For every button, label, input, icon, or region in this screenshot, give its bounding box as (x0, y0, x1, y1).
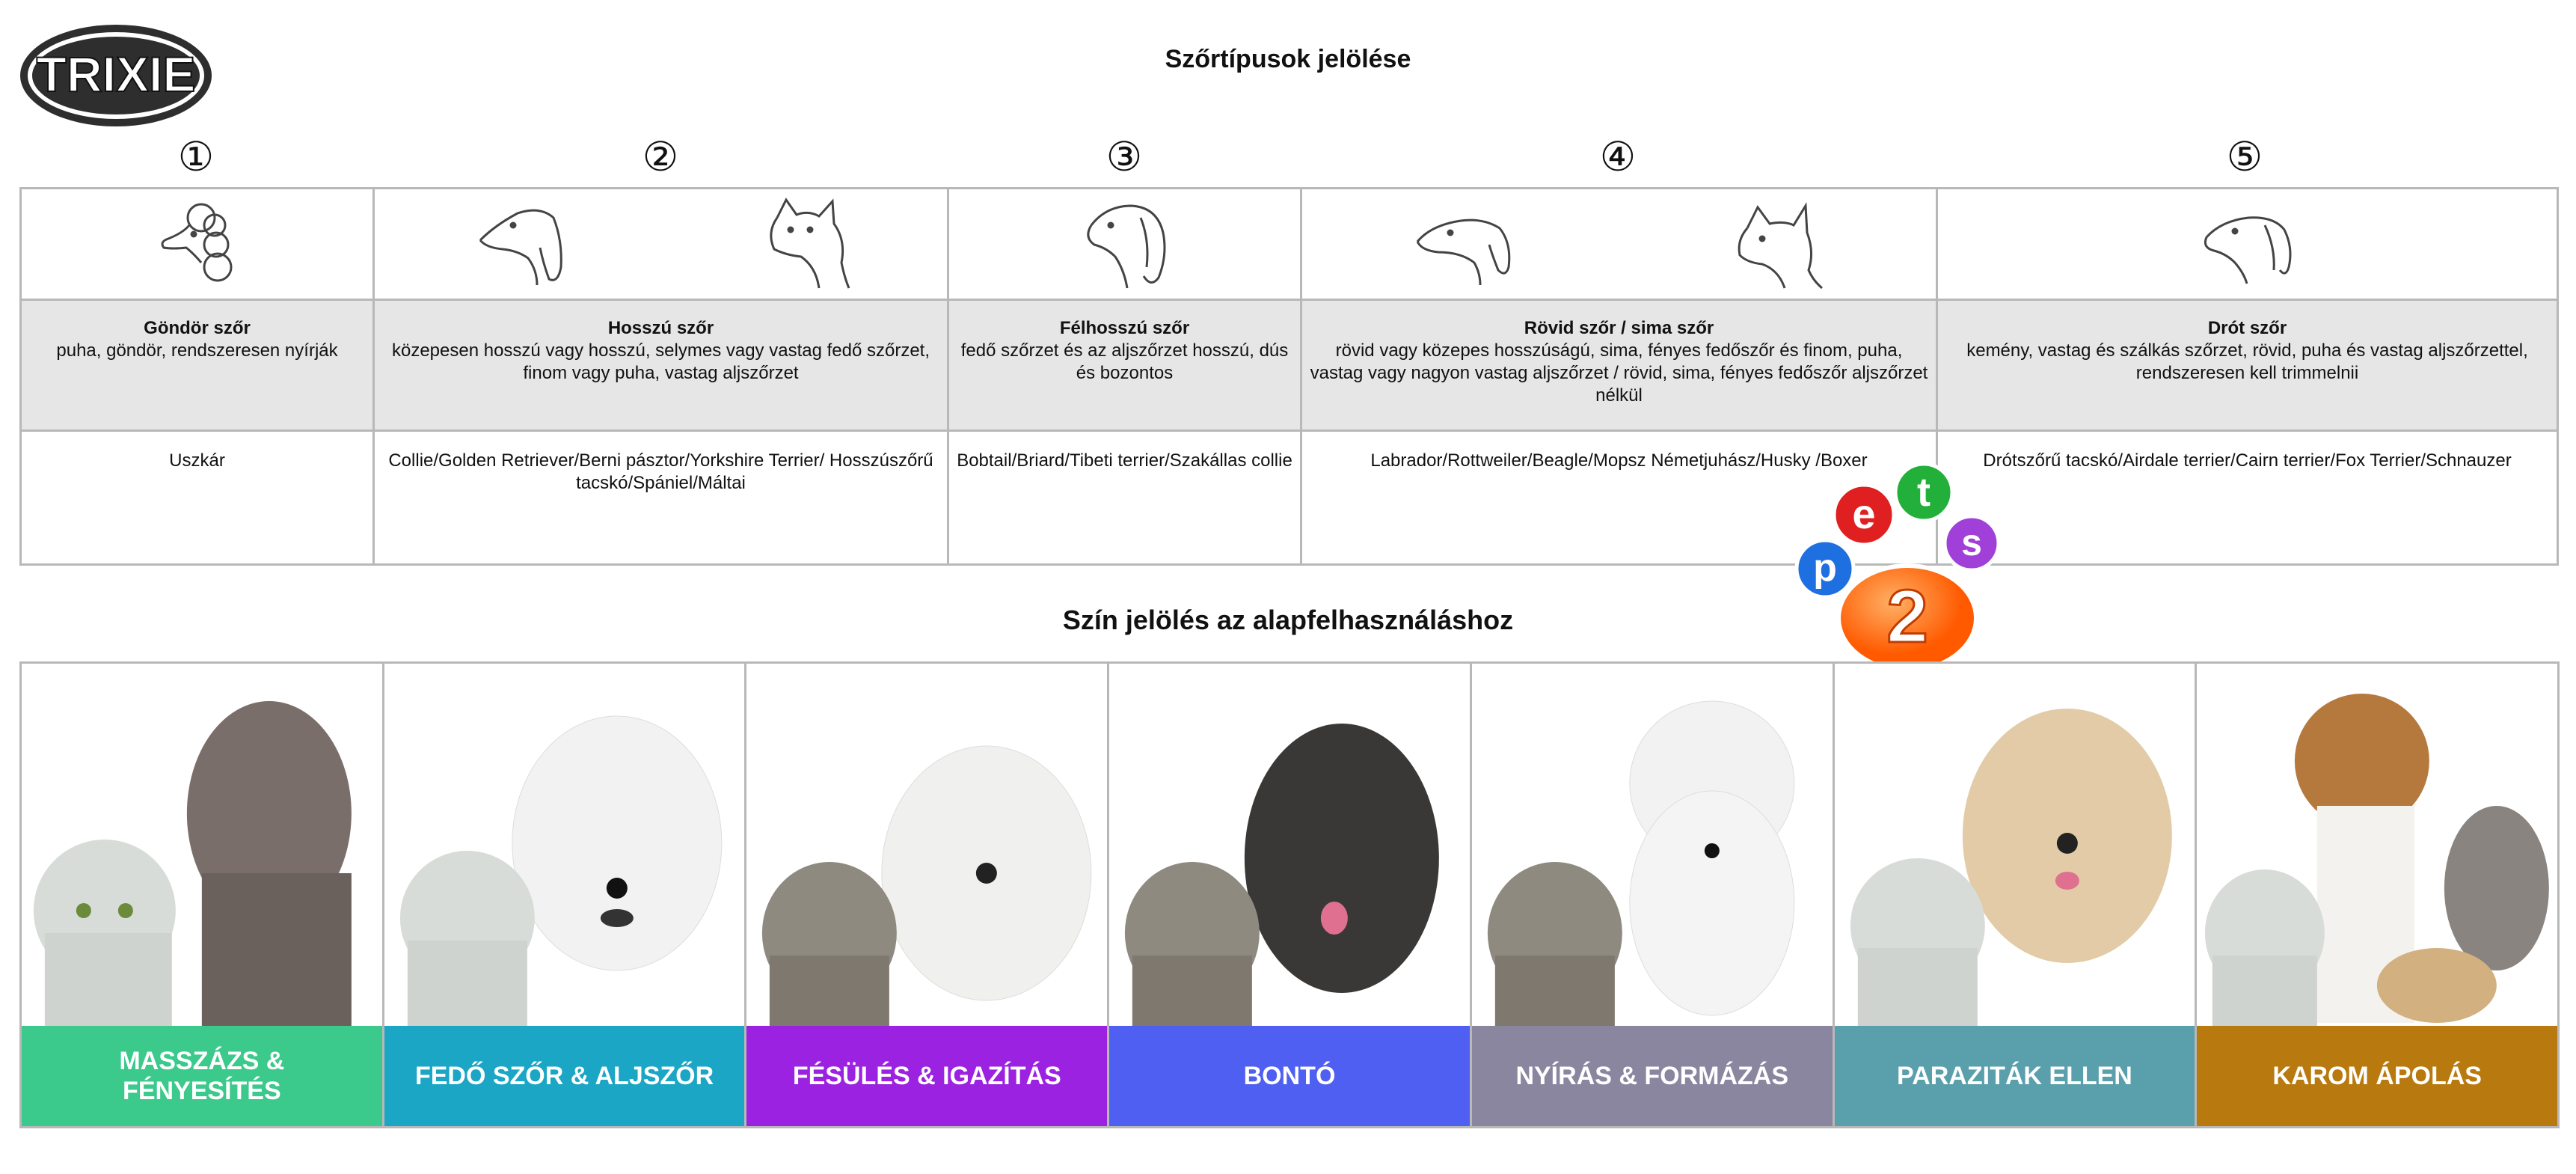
tile-label: FEDŐ SZŐR & ALJSZŐR (384, 1026, 745, 1126)
breed-list: Uszkár (21, 431, 374, 565)
breed-list: Collie/Golden Retriever/Berni pásztor/Yorkshire Terrier/ Hosszúszőrű tacskó/Spániel/Máltai (374, 431, 948, 565)
hair-icon-cell (21, 189, 374, 300)
column-number: ④ (1599, 133, 1637, 180)
color-tile-detangling (1109, 664, 1472, 1126)
hair-type-name: Drót szőr (2207, 318, 2287, 338)
cat-and-shaggy-dog-photo (1835, 664, 2195, 1026)
column-numbers (0, 133, 2576, 181)
tile-label: BONTÓ (1109, 1026, 1470, 1126)
hair-type-name: Rövid szőr / sima szőr (1524, 318, 1714, 338)
svg-text:s: s (1961, 522, 1982, 563)
hair-types-title: Szőrtípusok jelölése (1165, 45, 1411, 73)
svg-text:e: e (1852, 490, 1876, 537)
color-tile-massage (22, 664, 384, 1126)
tile-label: NYÍRÁS & FORMÁZÁS (1472, 1026, 1833, 1126)
hair-type-text: puha, göndör, rendszeresen nyírják (56, 340, 338, 361)
hair-type-text: közepesen hosszú vagy hosszú, selymes vagy vastag fedő szőrzet, finom vagy puha, vastag aljszőrzet (391, 340, 930, 383)
hair-type-name: Hosszú szőr (607, 318, 714, 338)
shaggy-dog-icon (1069, 195, 1181, 293)
hair-types-table (19, 187, 2559, 566)
tabby-cat-and-poodle-photo (1472, 664, 1833, 1026)
tile-label: KAROM ÁPOLÁS (2197, 1026, 2557, 1126)
tabby-cat-and-maltese-photo (746, 664, 1107, 1026)
cat-and-samoyed-photo (384, 664, 745, 1026)
fluffy-cat-icon (744, 195, 856, 293)
breed-list: Drótszőrű tacskó/Airdale terrier/Cairn terrier/Fox Terrier/Schnauzer (1937, 431, 2558, 565)
column-number: ③ (1105, 133, 1143, 180)
column-number: ① (177, 133, 215, 180)
hair-type-text: kemény, vastag és szálkás szőrzet, rövid, puha és vastag aljszőrzettel, rendszeresen kell trimmelnii (1966, 340, 2528, 383)
hair-icon-cell (1301, 189, 1937, 300)
hair-type-description (1937, 300, 2558, 431)
pets2-paw-logo (1780, 446, 2005, 670)
poodle-icon (141, 195, 254, 293)
hair-icon-cell (374, 189, 948, 300)
column-number: ② (642, 133, 679, 180)
breed-list: Bobtail/Briard/Tibeti terrier/Szakállas collie (948, 431, 1301, 565)
hair-icon-cell (1937, 189, 2558, 300)
column-number: ⑤ (2226, 133, 2263, 180)
hair-type-text: rövid vagy közepes hosszúságú, sima, fényes fedőszőr és finom, puha, vastag vagy nagyon vastag aljszőrzet / rövid, sima, fényes fedőszőr aljszőrzet nélkül (1310, 340, 1928, 406)
hair-icon-cell (948, 189, 1301, 300)
hair-type-description (948, 300, 1301, 431)
svg-text:t: t (1917, 470, 1931, 515)
hair-type-description (374, 300, 948, 431)
tile-label: FÉSÜLÉS & IGAZÍTÁS (746, 1026, 1107, 1126)
trixie-logo (18, 22, 214, 129)
tile-label: PARAZITÁK ELLEN (1835, 1026, 2195, 1126)
tile-label: MASSZÁZS & FÉNYESÍTÉS (22, 1026, 382, 1126)
color-tile-combing (746, 664, 1109, 1126)
color-legend-title: Szín jelölés az alapfelhasználáshoz (1062, 605, 1514, 635)
breed-list: Labrador/Rottweiler/Beagle/Mopsz Németjuhász/Husky /Boxer (1301, 431, 1937, 565)
wire-hair-dog-icon (2192, 195, 2304, 293)
color-tile-topcoat (384, 664, 747, 1126)
hair-type-name: Félhosszú szőr (1059, 318, 1190, 338)
color-tile-trimming (1472, 664, 1835, 1126)
tabby-cat-and-terrier-photo (1109, 664, 1470, 1026)
cat-dog-rabbit-hamster-photo (2197, 664, 2557, 1026)
svg-text:2: 2 (1886, 575, 1928, 658)
long-ear-dog-icon (465, 195, 577, 293)
hair-type-description (1301, 300, 1937, 431)
grooming-color-legend (19, 661, 2560, 1128)
color-tile-claw-care (2197, 664, 2557, 1126)
hair-type-description (21, 300, 374, 431)
svg-text:TRIXIE: TRIXIE (36, 46, 196, 102)
svg-text:p: p (1813, 546, 1837, 590)
short-hair-cat-icon (1717, 195, 1830, 293)
color-tile-parasites (1835, 664, 2198, 1126)
hair-type-name: Göndör szőr (144, 318, 251, 338)
cat-and-weimaraner-photo (22, 664, 382, 1026)
hair-type-text: fedő szőrzet és az aljszőrzet hosszú, dús és bozontos (960, 340, 1289, 383)
short-hair-dog-icon (1408, 195, 1521, 293)
